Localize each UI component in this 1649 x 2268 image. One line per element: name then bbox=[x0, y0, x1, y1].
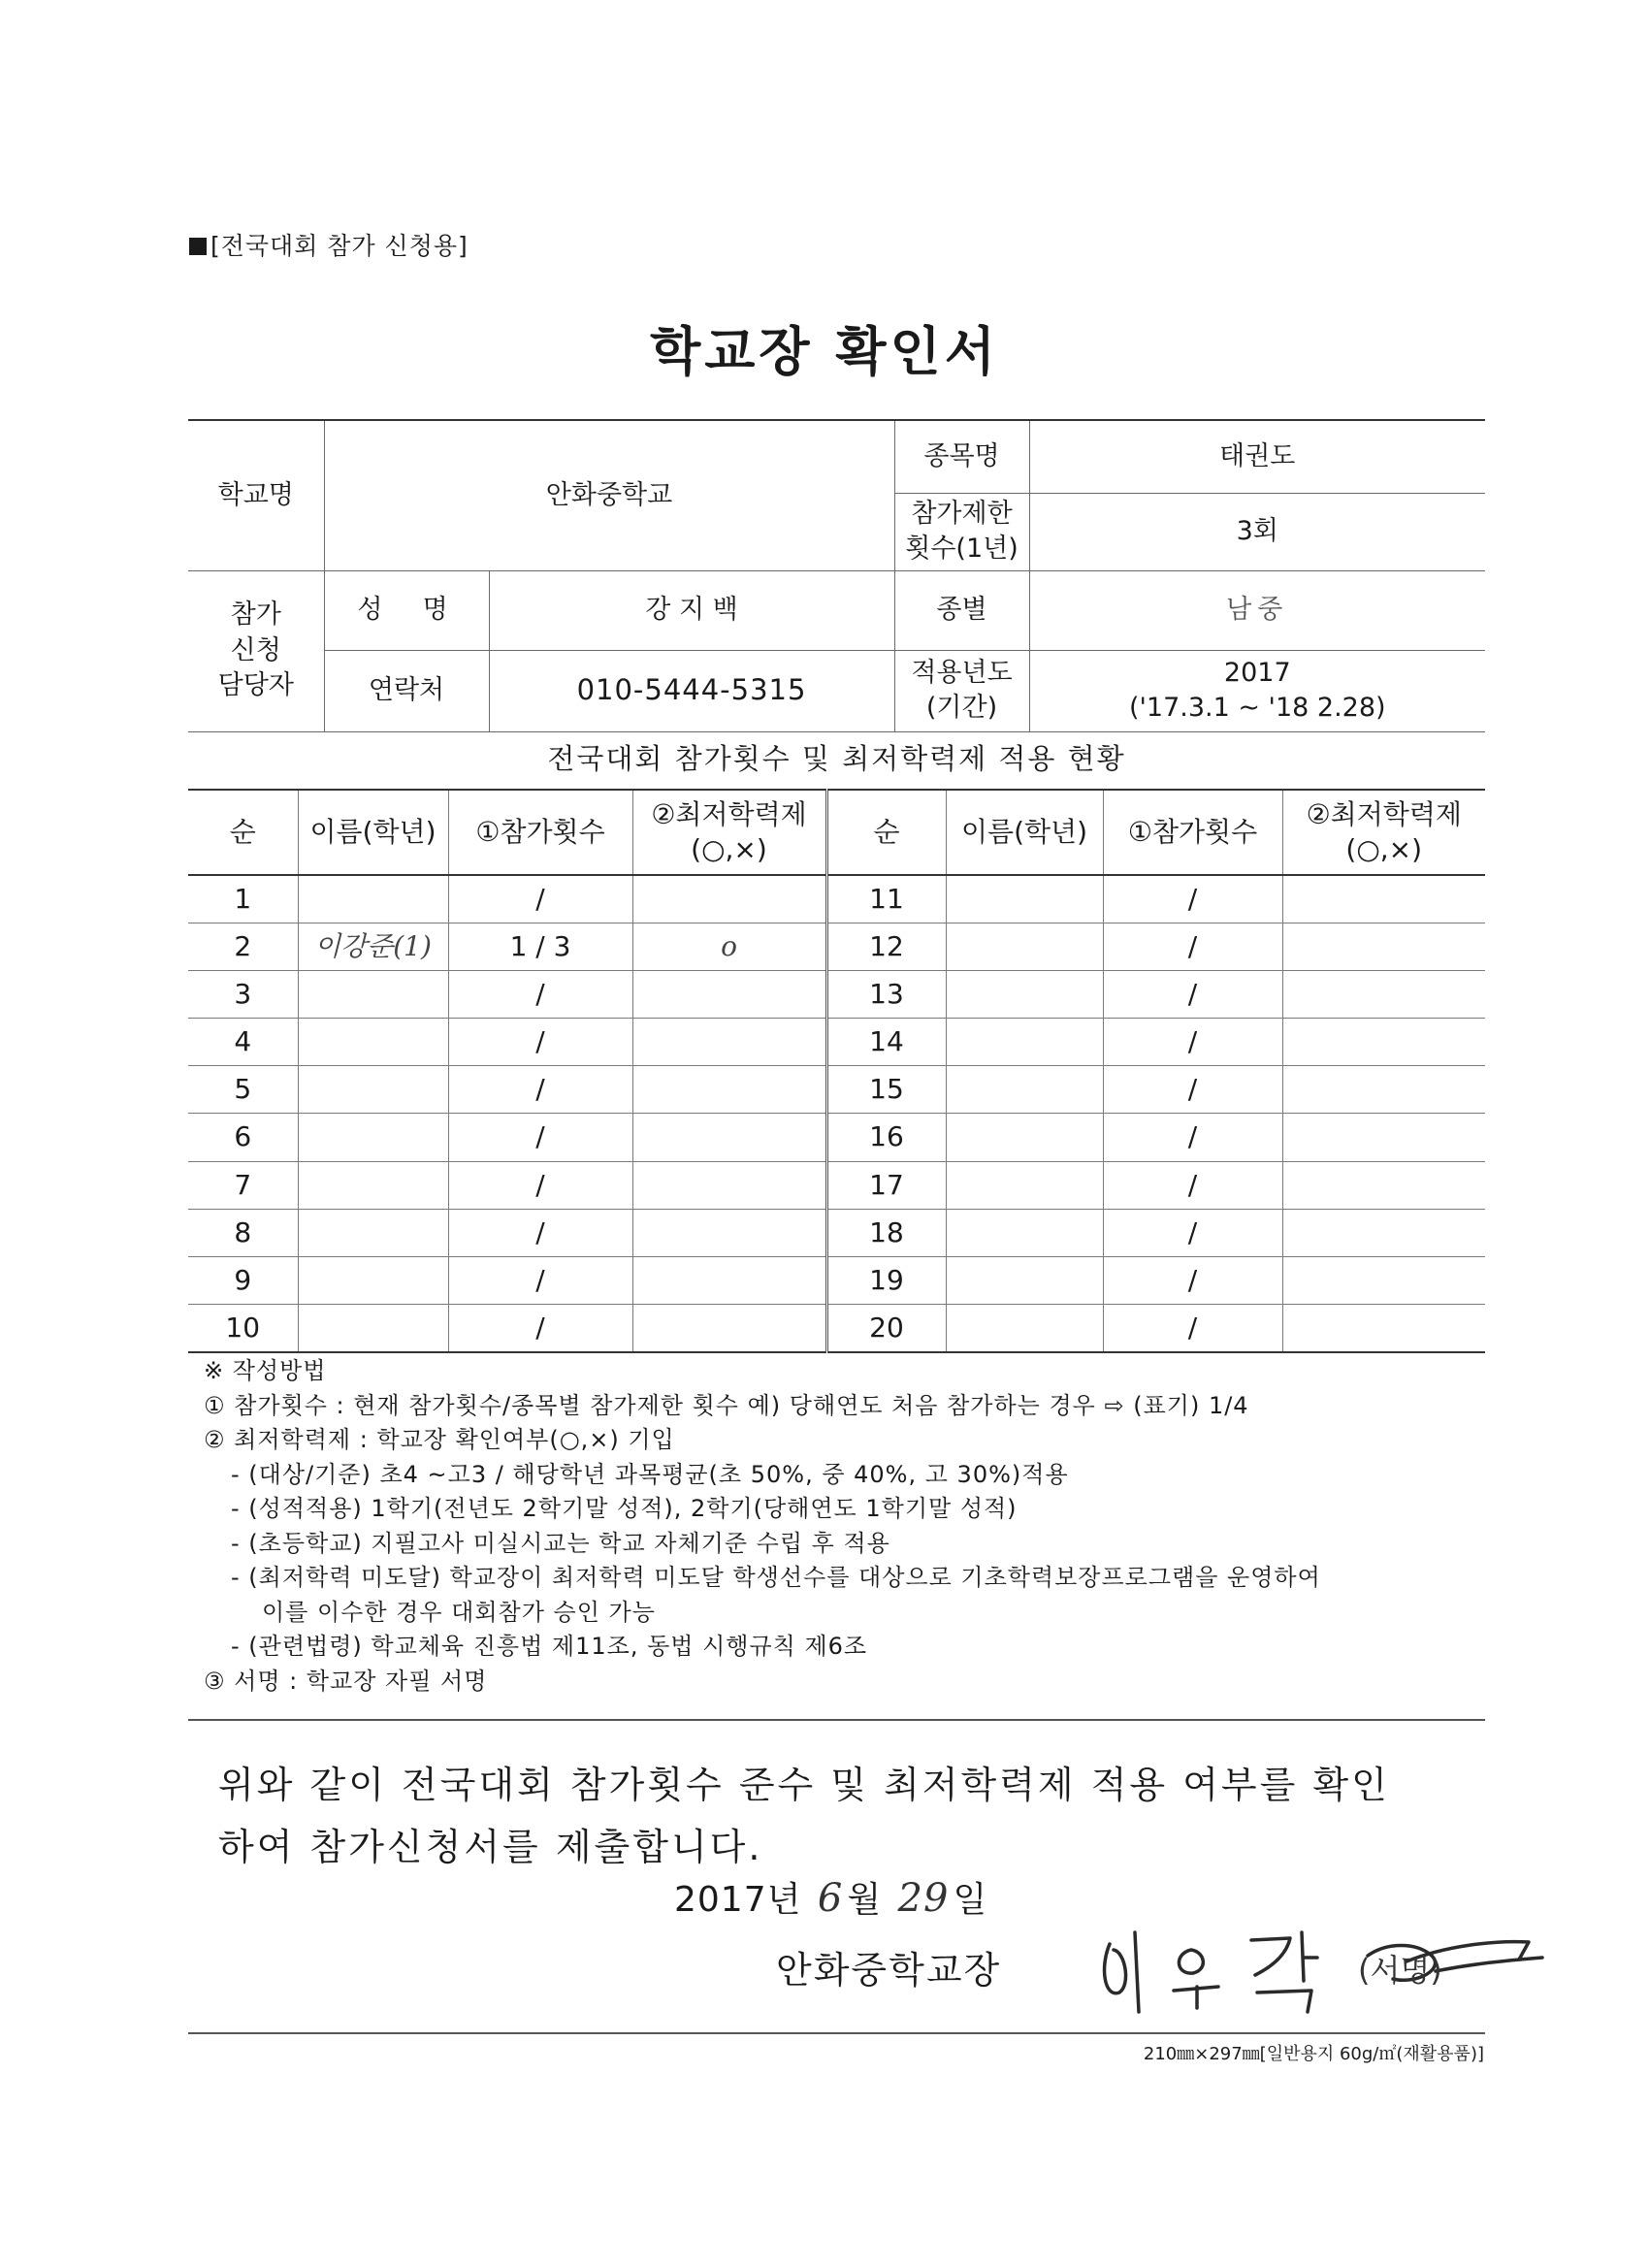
square-bullet-icon bbox=[189, 238, 207, 255]
student-name bbox=[298, 970, 448, 1018]
instruction-sub-item: - (성적적용) 1학기(전년도 2학기말 성적), 2학기(당해연도 1학기말 성적) bbox=[231, 1495, 1018, 1522]
year-label: 적용년도 (기간) bbox=[894, 650, 1029, 731]
minimum-grade-mark bbox=[632, 1114, 826, 1161]
participation-table bbox=[188, 789, 1485, 1353]
participation-body bbox=[188, 875, 1485, 1352]
row-number: 16 bbox=[826, 1114, 946, 1161]
event-name: 태권도 bbox=[1029, 420, 1485, 493]
student-name bbox=[946, 1161, 1103, 1209]
issue-date: 2017년 6 월 29 일 bbox=[674, 1876, 988, 1921]
contact-label: 연락처 bbox=[324, 650, 489, 731]
student-name bbox=[298, 1161, 448, 1209]
row-number: 15 bbox=[826, 1066, 946, 1114]
student-name bbox=[946, 1257, 1103, 1305]
row-number: 4 bbox=[188, 1019, 298, 1066]
document-title: 학교장 확인서 bbox=[650, 321, 999, 382]
student-name bbox=[298, 1305, 448, 1352]
minimum-grade-mark bbox=[632, 1305, 826, 1352]
instruction-sub-item: - (초등학교) 지필고사 미실시교는 학교 자체기준 수립 후 적용 bbox=[231, 1529, 890, 1557]
minimum-grade-mark bbox=[632, 1019, 826, 1066]
participation-count: / bbox=[448, 1305, 632, 1352]
instruction-item: ② 최저학력제 : 학교장 확인여부(○,×) 기입 bbox=[204, 1426, 675, 1453]
student-name bbox=[946, 875, 1103, 923]
category-label: [전국대회 참가 신청용] bbox=[189, 227, 469, 262]
paper-spec-note: 210㎜×297㎜[일반용지 60g/㎡(재활용품)] bbox=[1143, 2044, 1484, 2064]
minimum-grade-mark bbox=[1282, 1209, 1485, 1256]
minimum-grade-mark bbox=[632, 1066, 826, 1114]
participation-row bbox=[188, 1257, 1485, 1305]
row-number: 10 bbox=[188, 1305, 298, 1352]
participation-row bbox=[188, 970, 1485, 1018]
participation-count: 1 / 3 bbox=[448, 923, 632, 970]
participation-row bbox=[188, 1209, 1485, 1256]
student-name bbox=[298, 1257, 448, 1305]
student-name: 이강준(1) bbox=[298, 923, 448, 970]
header-min: ②최저학력제 (○,×) bbox=[1282, 790, 1485, 875]
minimum-grade-mark bbox=[1282, 970, 1485, 1018]
instruction-item: ③ 서명 : 학교장 자필 서명 bbox=[204, 1667, 488, 1695]
row-number: 17 bbox=[826, 1161, 946, 1209]
instruction-item: ① 참가횟수 : 현재 참가횟수/종목별 참가제한 횟수 예) 당해연도 처음 참가하는 경우 ⇨ (표기) 1/4 bbox=[204, 1391, 1249, 1419]
name-label: 성 명 bbox=[324, 570, 489, 650]
row-number: 19 bbox=[826, 1257, 946, 1305]
participation-count: / bbox=[1103, 970, 1282, 1018]
participation-count: / bbox=[448, 1066, 632, 1114]
header-min: ②최저학력제 (○,×) bbox=[632, 790, 826, 875]
instruction-sub-item: - (최저학력 미도달) 학교장이 최저학력 미도달 학생선수를 대상으로 기초학력보장프로그램을 운영하여 bbox=[231, 1564, 1321, 1591]
participation-row bbox=[188, 923, 1485, 970]
limit-value: 3회 bbox=[1029, 493, 1485, 570]
student-name bbox=[298, 875, 448, 923]
header-no: 순 bbox=[826, 790, 946, 875]
row-number: 9 bbox=[188, 1257, 298, 1305]
participation-count: / bbox=[1103, 1209, 1282, 1256]
participation-row bbox=[188, 1161, 1485, 1209]
row-number: 5 bbox=[188, 1066, 298, 1114]
row-number: 3 bbox=[188, 970, 298, 1018]
footer-divider bbox=[188, 2032, 1485, 2034]
row-number: 18 bbox=[826, 1209, 946, 1256]
school-name: 안화중학교 bbox=[324, 420, 894, 570]
instruction-sub-item: - (대상/기준) 초4 ~고3 / 해당학년 과목평균(초 50%, 중 40%, 고 30%)적용 bbox=[231, 1460, 1069, 1488]
participation-title: 전국대회 참가횟수 및 최저학력제 적용 현황 bbox=[547, 742, 1126, 775]
handwritten-signature bbox=[1096, 1923, 1562, 2020]
participation-count: / bbox=[448, 1114, 632, 1161]
student-name bbox=[946, 970, 1103, 1018]
year-value: 2017 ('17.3.1 ~ '18 2.28) bbox=[1029, 650, 1485, 731]
participation-header-row bbox=[188, 790, 1485, 875]
student-name bbox=[946, 1019, 1103, 1066]
contact-value: 010-5444-5315 bbox=[489, 650, 894, 731]
participation-row bbox=[188, 1305, 1485, 1352]
minimum-grade-mark bbox=[1282, 1161, 1485, 1209]
limit-label: 참가제한 횟수(1년) bbox=[894, 493, 1029, 570]
signature-label: (서명) bbox=[1358, 1952, 1442, 1989]
row-number: 11 bbox=[826, 875, 946, 923]
minimum-grade-mark bbox=[632, 970, 826, 1018]
minimum-grade-mark bbox=[1282, 1305, 1485, 1352]
participation-count: / bbox=[1103, 875, 1282, 923]
event-label: 종목명 bbox=[894, 420, 1029, 493]
student-name bbox=[298, 1114, 448, 1161]
participation-count: / bbox=[448, 1019, 632, 1066]
minimum-grade-mark bbox=[1282, 1257, 1485, 1305]
header-name: 이름(학년) bbox=[946, 790, 1103, 875]
header-no: 순 bbox=[188, 790, 298, 875]
minimum-grade-mark bbox=[1282, 875, 1485, 923]
minimum-grade-mark bbox=[1282, 1019, 1485, 1066]
minimum-grade-mark bbox=[1282, 1066, 1485, 1114]
participation-row bbox=[188, 1114, 1485, 1161]
participation-count: / bbox=[448, 1209, 632, 1256]
principal-title: 안화중학교장 bbox=[776, 1949, 1002, 1992]
instructions bbox=[204, 1354, 1504, 1699]
minimum-grade-mark bbox=[632, 1257, 826, 1305]
row-number: 1 bbox=[188, 875, 298, 923]
info-table bbox=[188, 419, 1485, 732]
student-name bbox=[946, 1305, 1103, 1352]
participation-row bbox=[188, 1019, 1485, 1066]
section-divider bbox=[188, 1719, 1485, 1721]
participation-count: / bbox=[448, 970, 632, 1018]
participation-row bbox=[188, 1066, 1485, 1114]
student-name bbox=[946, 1066, 1103, 1114]
participation-count: / bbox=[1103, 923, 1282, 970]
participation-count: / bbox=[1103, 1257, 1282, 1305]
participation-count: / bbox=[1103, 1161, 1282, 1209]
row-number: 8 bbox=[188, 1209, 298, 1256]
student-name bbox=[946, 923, 1103, 970]
minimum-grade-mark bbox=[1282, 1114, 1485, 1161]
participation-count: / bbox=[1103, 1114, 1282, 1161]
header-count: ①참가횟수 bbox=[1103, 790, 1282, 875]
participation-count: / bbox=[448, 875, 632, 923]
name-value: 강 지 백 bbox=[489, 570, 894, 650]
participation-count: / bbox=[448, 1257, 632, 1305]
student-name bbox=[946, 1114, 1103, 1161]
minimum-grade-mark bbox=[632, 1209, 826, 1256]
participation-row bbox=[188, 875, 1485, 923]
row-number: 14 bbox=[826, 1019, 946, 1066]
header-count: ①참가횟수 bbox=[448, 790, 632, 875]
header-name: 이름(학년) bbox=[298, 790, 448, 875]
instruction-sub-item-continued: 이를 이수한 경우 대회참가 승인 가능 bbox=[262, 1598, 656, 1626]
student-name bbox=[298, 1066, 448, 1114]
participation-count: / bbox=[1103, 1305, 1282, 1352]
row-number: 6 bbox=[188, 1114, 298, 1161]
confirmation-statement: 위와 같이 전국대회 참가횟수 준수 및 최저학력제 적용 여부를 확인 하여 참가신청서를 제출합니다. bbox=[218, 1764, 1390, 1868]
participation-count: / bbox=[1103, 1066, 1282, 1114]
date-day: 29 bbox=[897, 1876, 950, 1921]
minimum-grade-mark bbox=[632, 875, 826, 923]
date-month: 6 bbox=[817, 1876, 844, 1921]
student-name bbox=[298, 1019, 448, 1066]
row-number: 2 bbox=[188, 923, 298, 970]
instructions-heading: ※ 작성방법 bbox=[204, 1357, 327, 1384]
participation-count: / bbox=[1103, 1019, 1282, 1066]
participation-count: / bbox=[448, 1161, 632, 1209]
division-label: 종별 bbox=[894, 570, 1029, 650]
student-name bbox=[946, 1209, 1103, 1256]
row-number: 13 bbox=[826, 970, 946, 1018]
student-name bbox=[298, 1209, 448, 1256]
row-number: 12 bbox=[826, 923, 946, 970]
division-value: 남중 bbox=[1029, 570, 1485, 650]
row-number: 7 bbox=[188, 1161, 298, 1209]
minimum-grade-mark: o bbox=[632, 923, 826, 970]
minimum-grade-mark bbox=[632, 1161, 826, 1209]
minimum-grade-mark bbox=[1282, 923, 1485, 970]
row-number: 20 bbox=[826, 1305, 946, 1352]
instruction-sub-item: - (관련법령) 학교체육 진흥법 제11조, 동법 시행규칙 제6조 bbox=[231, 1633, 868, 1660]
applicant-label: 참가 신청 담당자 bbox=[188, 570, 324, 731]
school-label: 학교명 bbox=[188, 420, 324, 570]
